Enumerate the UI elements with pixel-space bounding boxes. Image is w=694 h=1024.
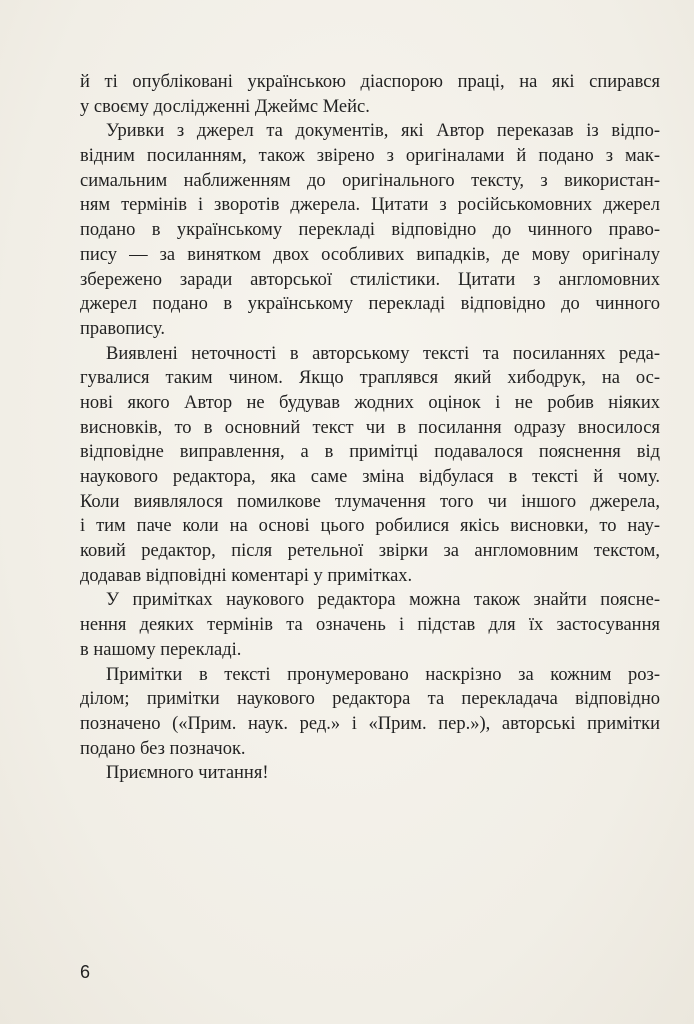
text-line: гувалися таким чином. Якщо траплявся який хибодрук, на ос- — [80, 368, 660, 389]
body-text — [80, 70, 660, 786]
paragraph — [80, 588, 660, 662]
text-line: ням термінів і зворотів джерела. Цитати з російськомовних джерел — [80, 195, 660, 216]
text-line: пису — за винятком двох особливих випадків, де мову оригіналу — [80, 244, 660, 265]
text-line: нення деяких термінів та означень і підстав для їх застосування — [80, 615, 660, 636]
paragraph — [80, 70, 660, 119]
text-line: відповідне виправлення, а в примітці подавалося пояснення від — [80, 442, 660, 463]
text-line: і тим паче коли на основі цього робилися якісь висновки, то нау- — [80, 516, 660, 537]
text-line: Виявлені неточності в авторському тексті та посиланнях реда- — [106, 343, 660, 364]
text-line: нові якого Автор не будував жодних оцінок і не робив ніяких — [80, 392, 660, 413]
text-line: Примітки в тексті пронумеровано наскрізно за кожним роз- — [106, 664, 660, 685]
text-line: збережено заради авторської стилістики. Цитати з англомовних — [80, 269, 660, 290]
text-line: відним посиланням, також звірено з оригіналами й подано з мак- — [80, 146, 660, 167]
text-line: симальним наближенням до оригінального тексту, з використан- — [80, 170, 660, 191]
text-line: Уривки з джерел та документів, які Автор переказав із відпо- — [106, 121, 660, 142]
text-line: й ті опубліковані українською діаспорою праці, на які спирався — [80, 72, 660, 92]
text-line: джерел подано в українському перекладі відповідно до чинного — [80, 294, 660, 315]
text-line: у своєму дослідженні Джеймс Мейс. — [80, 96, 370, 117]
text-line: Коли виявлялося помилкове тлумачення того чи іншого джерела, — [80, 491, 660, 512]
text-line: висновків, то в основний текст чи в посилання одразу вносилося — [80, 417, 660, 438]
paragraph — [80, 761, 660, 786]
paragraph — [80, 342, 660, 589]
text-line: додавав відповідні коментарі у примітках. — [80, 565, 413, 586]
text-line: позначено («Прим. наук. ред.» і «Прим. пер.»), авторські примітки — [80, 713, 660, 734]
text-line: ділом; примітки наукового редактора та перекладача відповідно — [80, 689, 660, 710]
page-number: 6 — [80, 962, 91, 982]
paragraph — [80, 663, 660, 762]
text-line: правопису. — [80, 318, 166, 339]
text-line: подано без позначок. — [80, 738, 246, 759]
text-line: Приємного читання! — [106, 763, 269, 784]
text-line: наукового редактора, яка саме зміна відбулася в тексті й чому. — [80, 467, 660, 487]
text-line: в нашому перекладі. — [80, 639, 242, 660]
paragraph — [80, 119, 660, 341]
text-line: ковий редактор, після ретельної звірки за англомовним текстом, — [80, 541, 660, 562]
text-line: подано в українському перекладі відповідно до чинного право- — [80, 220, 660, 241]
text-line: У примітках наукового редактора можна також знайти поясне- — [106, 590, 660, 611]
